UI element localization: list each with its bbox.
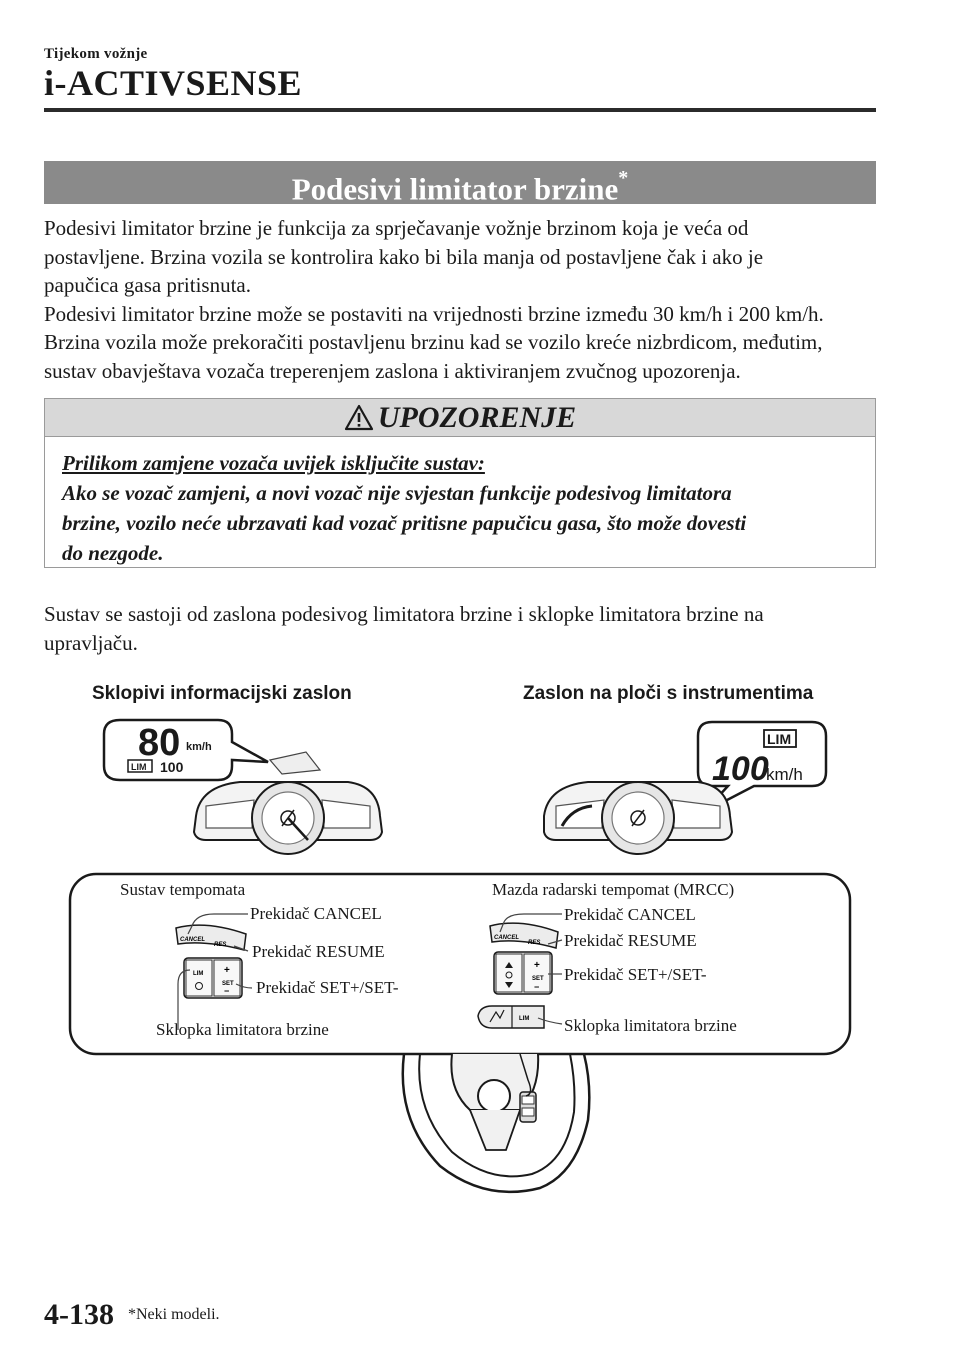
system-illustration [0,700,960,1220]
left-cancel-switch-label: CANCEL [180,937,205,943]
intro-line: Podesivi limitator brzine može se postaviti na vrijednosti brzine između 30 km/h i 200 km/h. [44,301,824,326]
footnote: *Neki modeli. [128,1306,220,1323]
right-res-switch-label: RES [528,940,541,946]
left-display-unit: km/h [186,741,212,753]
right-resume-label: Prekidač RESUME [564,931,697,950]
right-minus-label: − [534,982,540,992]
warning-line: do nezgode. [62,541,164,565]
left-res-switch-label: RES [214,942,227,948]
intro-line: Podesivi limitator brzine je funkcija za sprječavanje vožnje brzinom koja je veća od [44,216,749,240]
banner-footnote-mark: * [618,167,629,189]
page-number: 4-138 [44,1298,114,1331]
right-figure-title: Zaslon na ploči s instrumentima [523,683,814,704]
right-display-lim: LIM [767,731,792,747]
warning-title: UPOZORENJE [377,401,577,434]
right-cancel-switch-label: CANCEL [494,935,519,941]
left-display-bubble [104,720,268,780]
warning-lead: Prilikom zamjene vozača uvijek isključite sustav: [62,451,485,475]
intro-line: sustav obavještava vozača treperenjem zaslona i aktiviranjem zvučnog upozorenja. [44,358,741,383]
warning-box [44,398,876,568]
left-set-label: Prekidač SET+/SET- [256,978,399,997]
left-instrument-cluster [194,782,382,854]
system-line: Sustav se sastoji od zaslona podesivog limitatora brzine i sklopke limitatora brzine na [44,602,764,626]
left-display-speed: 80 [138,722,181,764]
left-resume-label: Prekidač RESUME [252,942,385,961]
intro-line: postavljene. Brzina vozila se kontrolira kako bi bila manja od postavljene čak i ako je [44,244,764,269]
left-cancel-label: Prekidač CANCEL [250,904,382,923]
chapter-rule [44,108,876,112]
chapter-title: i-ACTIVSENSE [44,63,303,103]
right-display-unit: km/h [766,765,803,784]
left-foldable-screen [270,752,320,774]
right-display-speed: 100 [712,750,769,788]
right-set-switch-label: SET [532,976,544,982]
right-lim-switch-label: LIM [519,1016,530,1022]
warning-header [45,399,875,437]
warning-body [62,448,858,568]
left-set-switch-label: SET [222,981,234,987]
left-plus-label: + [224,965,230,976]
system-paragraph [44,600,886,657]
right-group-title: Mazda radarski tempomat (MRCC) [492,880,735,899]
left-switch-cluster [176,925,246,998]
intro-line: papučica gasa pritisnuta. [44,273,252,297]
steering-wheel [403,1054,590,1192]
section-label: Tijekom vožnje [44,46,148,62]
left-group-title: Sustav tempomata [120,880,246,899]
intro-line: Brzina vozila može prekoračiti postavljenu brzinu kad se vozilo kreće nizbrdicom, međutim, [44,330,823,354]
left-limiter-label: Sklopka limitatora brzine [156,1020,329,1039]
right-instrument-cluster [544,782,732,854]
left-minus-label: − [224,986,230,996]
right-plus-label: + [534,960,540,971]
left-display-lim: LIM [131,762,147,772]
section-banner [44,161,876,207]
warning-line: Ako se vozač zamjeni, a novi vozač nije svjestan funkcije podesivog limitatora [62,481,732,505]
right-cancel-label: Prekidač CANCEL [564,905,696,924]
left-figure-title: Sklopivi informacijski zaslon [92,683,352,704]
system-line: upravljaču. [44,630,138,655]
warning-triangle-icon [344,404,374,431]
left-display-set-speed: 100 [160,759,184,775]
intro-paragraph [44,214,886,385]
warning-line: brzine, vozilo neće ubrzavati kad vozač pritisne papučicu gasa, što može dovesti [62,511,747,535]
banner-title: Podesivi limitator brzine [291,171,619,207]
right-set-label: Prekidač SET+/SET- [564,965,707,984]
right-limiter-label: Sklopka limitatora brzine [564,1016,737,1035]
left-lim-switch-label: LIM [193,971,204,977]
